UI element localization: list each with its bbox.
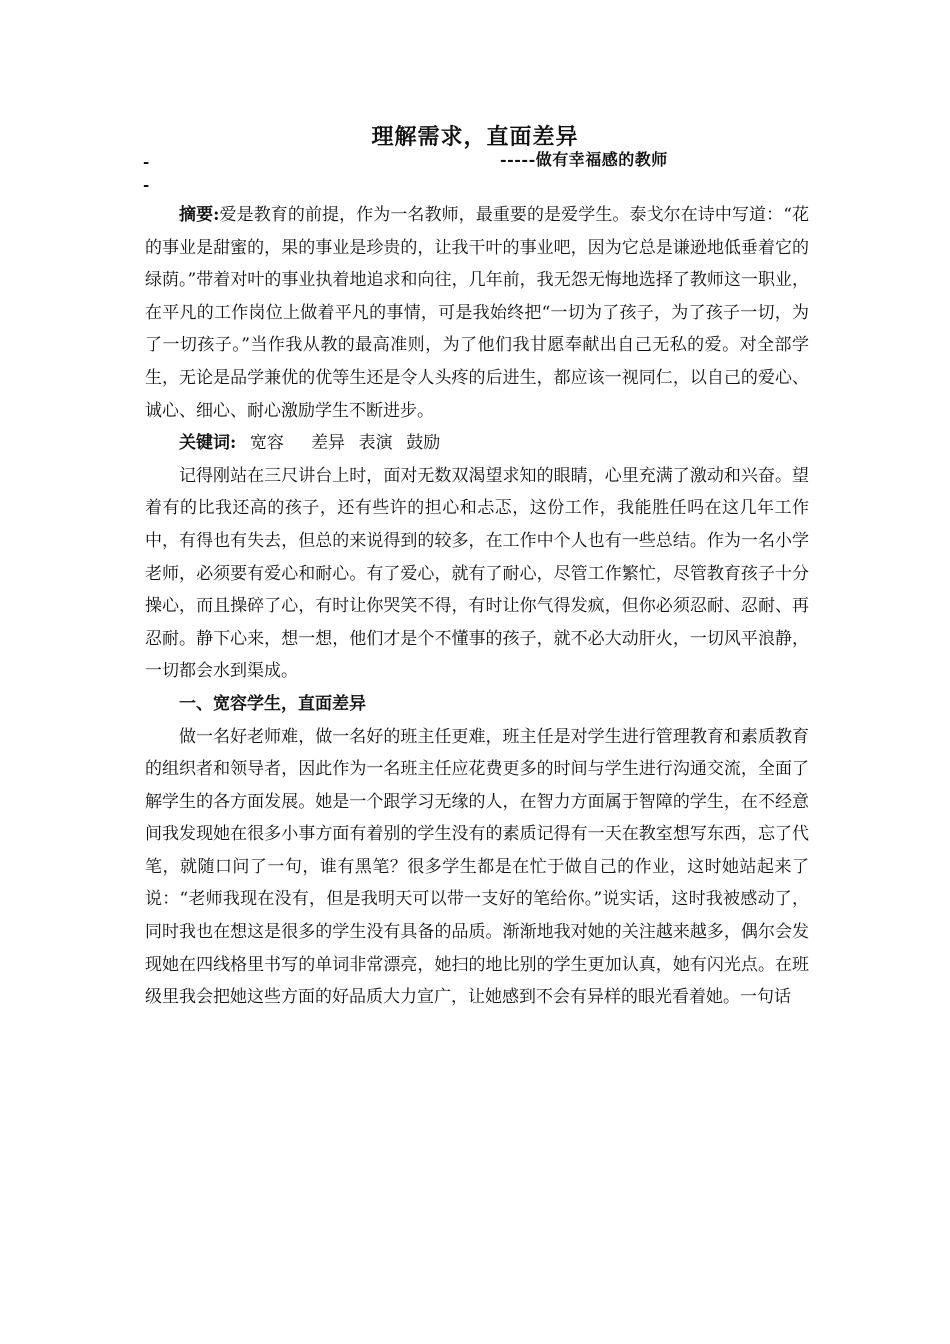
keyword-item: 宽容	[249, 433, 284, 454]
abstract-text: 爱是教育的前提，作为一名教师，最重要的是爱学生。泰戈尔在诗中写道：“花的事业是甜蜜的，果的事业是珍贵的，让我干叶的事业吧，因为它总是谦逊地低垂着它的绿荫。”带着对叶的事业执着地追求和向往，几年前，我无怨无悔地选择了教师这一职业，在平凡的工作岗位上做着平凡的事情，可是我始终把“一切为了孩子，为了孩子一切，为了一切孩子。”当作我从教的最高准则，为了他们我甘愿奉献出自己无私的爱。对全部学生，无论是品学兼优的优等生还是令人头疼的后进生，都应该一视同仁，以自己的爱心、诚心、细心、耐心激励学生不断进步。	[145, 205, 809, 421]
list-marker-top: -	[143, 153, 150, 171]
keyword-item: 差异	[311, 433, 346, 454]
section-heading: 一、宽容学生，直面差异	[179, 693, 366, 714]
intro-paragraph: 记得刚站在三尺讲台上时，面对无数双渴望求知的眼睛，心里充满了激动和兴奋。望着有的比我还高的孩子，还有些许的担心和忐忑，这份工作，我能胜任吗在这几年工作中，有得也有失去，但总的来说得到的较多，在工作中个人也有一些总结。作为一名小学老师，必须要有爱心和耐心。有了爱心，就有了耐心，尽管工作繁忙，尽管教育孩子十分操心，而且操碎了心，有时让你哭笑不得，有时让你气得发疯，但你必须忍耐、忍耐、再忍耐。静下心来，想一想，他们才是个不懂事的孩子，就不必大动肝火，一切风平浪静，一切都会水到渠成。	[145, 465, 809, 682]
document-body	[145, 199, 809, 1014]
keyword-item: 鼓励	[406, 433, 441, 454]
abstract-label: 摘要:	[179, 205, 220, 225]
keywords-paragraph	[145, 427, 809, 460]
list-marker-bottom: -	[143, 176, 150, 194]
document-title: 理解需求，直面差异	[371, 124, 579, 150]
keyword-item: 表演	[358, 433, 393, 454]
abstract-paragraph	[145, 199, 809, 427]
keywords-label: 关键词:	[179, 433, 237, 454]
document-subtitle: -----做有幸福感的教师	[500, 150, 668, 169]
section-paragraph: 做一名好老师难，做一名好的班主任更难，班主任是对学生进行管理教育和素质教育的组织者和领导者，因此作为一名班主任应花费更多的时间与学生进行沟通交流，全面了解学生的各方面发展。她是一个跟学习无缘的人，在智力方面属于智障的学生，在不经意间我发现她在很多小事方面有着别的学生没有的素质记得有一天在教室想写东西，忘了代笔，就随口问了一句，谁有黑笔？很多学生都是在忙于做自己的作业，这时她站起来了说：“老师我现在没有，但是我明天可以带一支好的笔给你。”说实话，这时我被感动了，同时我也在想这是很多的学生没有具备的品质。渐渐地我对她的关注越来越多，偶尔会发现她在四线格里书写的单词非常漂亮，她扫的地比别的学生更加认真，她有闪光点。在班级里我会把她这些方面的好品质大力宣广，让她感到不会有异样的眼光看着她。一句话	[145, 726, 809, 1008]
